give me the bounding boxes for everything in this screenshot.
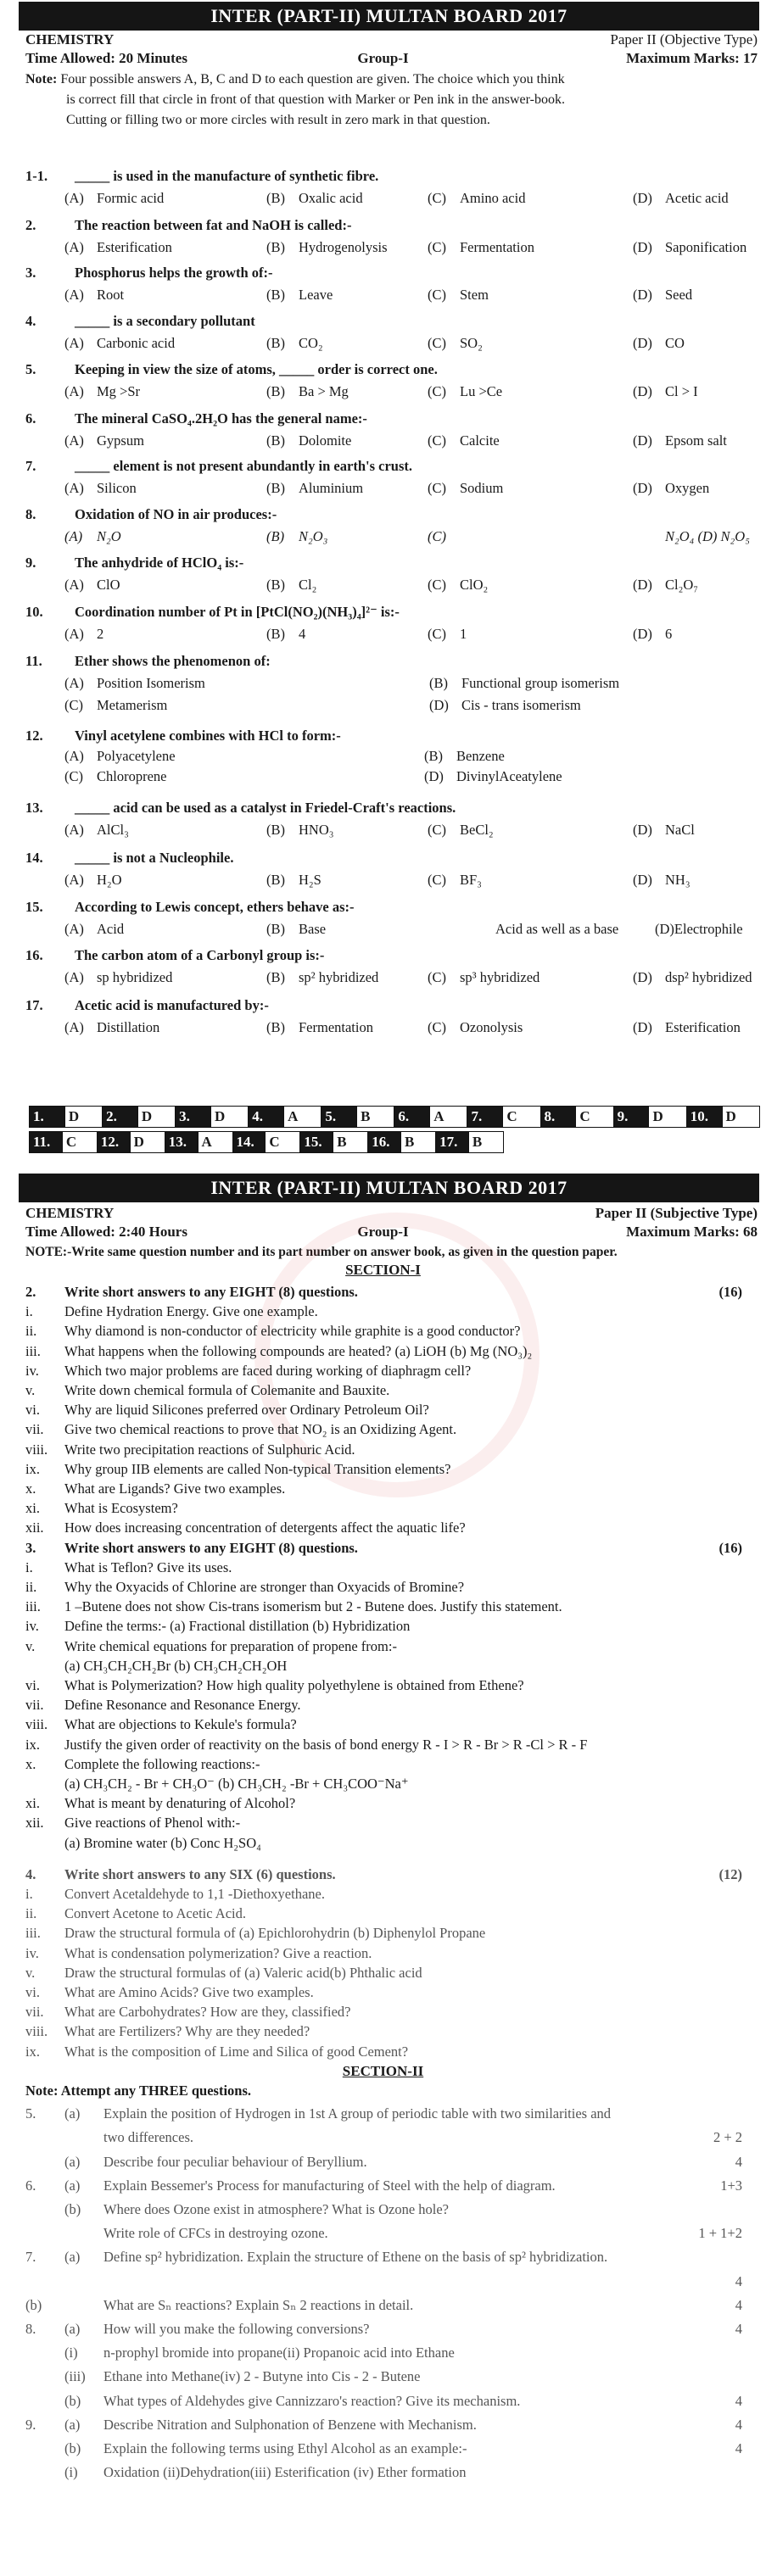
paper1-note <box>25 70 754 131</box>
item-text: What are Amino Acids? Give two examples. <box>64 1984 314 2000</box>
option-b: (B) Leave <box>266 287 333 303</box>
paper1-type: Paper II (Objective Type) <box>610 31 758 47</box>
question-number: 4. <box>25 313 36 329</box>
item-number: v. <box>25 1964 36 1981</box>
option-d: N₂O₄ (D) N₂O₅ <box>665 528 750 544</box>
option-c: (C) BF₃ <box>428 872 482 888</box>
key-answer: A <box>430 1107 467 1128</box>
question-number: 11. <box>25 653 42 669</box>
question-number: 14. <box>25 850 43 866</box>
question-number: 12. <box>25 728 43 744</box>
key-number: 5. <box>321 1107 357 1128</box>
option-a: (A) 2 <box>64 626 104 642</box>
item-text: Give two chemical reactions to prove that NO₂ is an Oxidizing Agent. <box>64 1421 457 1438</box>
option-a: (A) H₂O <box>64 872 122 888</box>
question-stem: _____ is not a Nucleophile. <box>75 850 234 866</box>
item-text: What is condensation polymerization? Give a reaction. <box>64 1944 372 1961</box>
item-number: vi. <box>25 1402 40 1419</box>
item-number: vii. <box>25 2004 44 2021</box>
item-text: (a) CH₃CH₂ - Br + CH₃O⁻ (b) CH₃CH₂ -Br + CH₃COO⁻Na⁺ <box>64 1776 409 1792</box>
key-number: 4. <box>249 1107 284 1128</box>
item-text: Define the terms:- (a) Fractional distillation (b) Hybridization <box>64 1618 411 1635</box>
question-stem: The carbon atom of a Carbonyl group is:- <box>75 947 325 963</box>
note-line: is correct fill that circle in front of that question with Marker or Pen ink in the answer-book. <box>66 92 565 107</box>
question-stem: _____ is used in the manufacture of synthetic fibre. <box>75 168 379 184</box>
item-text: (a) Bromine water (b) Conc H₂SO₄ <box>64 1834 261 1851</box>
option-c: (C) Sodium <box>428 480 504 496</box>
option-b: (B) Base <box>266 921 327 937</box>
section-2-heading: SECTION-II <box>342 2062 424 2079</box>
item-number: v. <box>25 1637 36 1654</box>
note-line: Four possible answers A, B, C and D to each question are given. The choice which you think <box>60 72 565 86</box>
paper2-group: Group-I <box>357 1224 409 1240</box>
option-b: (B) HNO₃ <box>266 822 334 838</box>
key-number: 1. <box>30 1107 65 1128</box>
item-text: What is meant by denaturing of Alcohol? <box>64 1795 296 1812</box>
note-line: Cutting or filling two or more circles with result in zero mark in that question. <box>66 113 490 127</box>
option-c: (C) Ozonolysis <box>428 1019 523 1035</box>
item-number: x. <box>25 1755 36 1772</box>
option-b: (B) Aluminium <box>266 480 364 496</box>
item-number: ii. <box>25 1579 37 1595</box>
question-stem: The anhydride of HClO₄ is:- <box>75 555 244 571</box>
item-text: What are Carbohydrates? How are they, classified? <box>64 2004 351 2021</box>
option-d: (D) Acetic acid <box>633 190 729 206</box>
question-number: 2. <box>25 217 36 233</box>
item-number: 3. <box>25 1539 36 1556</box>
key-number: 7. <box>467 1107 503 1128</box>
item-number: ix. <box>25 1736 40 1753</box>
option-a: (A) Polyacetylene <box>64 748 176 764</box>
item-number: vii. <box>25 1697 44 1714</box>
key-answer: C <box>576 1107 613 1128</box>
option-a: (A) Gypsum <box>64 432 144 449</box>
paper2-banner: INTER (PART-II) MULTAN BOARD 2017 <box>19 1174 759 1202</box>
item-number: xi. <box>25 1795 40 1812</box>
item-text: What are objections to Kekule's formula? <box>64 1716 297 1733</box>
key-answer: C <box>62 1132 97 1153</box>
option-c: Acid as well as a base <box>495 921 619 937</box>
option-b: (B) Dolomite <box>266 432 352 449</box>
paper1-header-2 <box>0 49 766 68</box>
question-number: 16. <box>25 947 43 963</box>
item-text: Convert Acetone to Acetic Acid. <box>64 1905 246 1922</box>
option-c: (C) Stem <box>428 287 489 303</box>
paper2-time: Time Allowed: 2:40 Hours <box>25 1224 187 1240</box>
key-answer: B <box>401 1132 436 1153</box>
item-number: iii. <box>25 1598 41 1615</box>
option-c: (C) ClO₂ <box>428 577 489 593</box>
option-a: (A) ClO <box>64 577 120 593</box>
key-answer: B <box>333 1132 368 1153</box>
item-number: iii. <box>25 1925 41 1942</box>
item-text: What is Ecosystem? <box>64 1500 178 1517</box>
answer-key-row-2 <box>29 1131 504 1153</box>
item-text: Write short answers to any EIGHT (8) questions. <box>64 1284 358 1300</box>
option-a: (A) Distillation <box>64 1019 160 1035</box>
item-marks: (16) <box>718 1284 742 1300</box>
item-text: Give reactions of Phenol with:- <box>64 1815 241 1832</box>
paper2-note: NOTE:-Write same question number and its part number on answer book, as given in the question paper. <box>25 1245 618 1259</box>
option-d: (D) Seed <box>633 287 693 303</box>
item-text: Write two precipitation reactions of Sulphuric Acid. <box>64 1441 355 1458</box>
answer-key-row-1 <box>29 1106 760 1128</box>
key-answer: D <box>130 1132 165 1153</box>
item-text: Convert Acetaldehyde to 1,1 -Diethoxyethane. <box>64 1886 325 1902</box>
option-b: (B) CO₂ <box>266 335 323 351</box>
question-stem: Keeping in view the size of atoms, _____ order is correct one. <box>75 361 438 377</box>
key-answer: D <box>211 1107 249 1128</box>
item-number: ix. <box>25 1460 40 1477</box>
option-a: (A) Esterification <box>64 239 172 255</box>
question-stem: _____ element is not present abundantly in earth's crust. <box>75 458 412 474</box>
option-a: (A) Root <box>64 287 125 303</box>
key-answer: B <box>357 1107 394 1128</box>
option-a: (A) Silicon <box>64 480 137 496</box>
item-text: Why diamond is non-conductor of electricity while graphite is a good conductor? <box>64 1323 521 1340</box>
option-d: (D) NH₃ <box>633 872 691 888</box>
option-d: (D) DivinylAceatylene <box>424 768 562 784</box>
item-number: iv. <box>25 1944 39 1961</box>
option-a: (A) N₂O <box>64 528 121 544</box>
option-d: (D)Electrophile <box>655 921 743 937</box>
question-number: 13. <box>25 800 43 816</box>
question-number: 9. <box>25 555 36 571</box>
option-d: (D) 6 <box>633 626 673 642</box>
question-number: 17. <box>25 997 43 1013</box>
exam-page: INTER (PART-II) MULTAN BOARD 2017 CHEMISTRY Paper II (Objective Type) Time Allowed: 20 Minutes Group-I Maximum Marks: 17 Note: Four possible answers A, B, C and D to each question are given. The choice which you think is correct fill that circle in front of that question with Marker or Pen ink in the answer-book. Cutting or filling two or more circles with result in zero mark in that question. 1-1. _____ is used in the manufacture of synthetic fibre. (A) Formic acid (B) Oxalic acid (C) Amino acid (D) Acetic acid 2. The reaction between fat and NaOH is called:- (A) Esterification (B) Hydrogenolysis (C) Fermentation (D) Saponification 3. Phosphorus helps the growth of:- (A) Root (B) Leave (C) Stem (D) Seed 4. _____ is a secondary pollutant (A) Carbonic acid (B) CO₂ (C) SO₂ (D) CO 5. Keeping in view the size of atoms, _____ order is correct one. (A) Mg >Sr (B) Ba > Mg (C) Lu >Ce (D) Cl > I 6. The mineral CaSO₄.2H₂O has the general name:- (A) Gypsum (B) Dolomite (C) Calcite (D) Epsom salt 7. _____ element is not present abundantly in earth's crust. (A) Silicon (B) Aluminium (C) Sodium (D) Oxygen 8. Oxidation of NO in air produces:- (A) N₂O (B) N₂O₃ (C) N₂O₄ (D) N₂O₅ 9. The anhydride of HClO₄ is:- (A) ClO (B) Cl₂ (C) ClO₂ (D) Cl₂O₇ 10. Coordination number of Pt in [PtCl(NO₂)(NH₃)₄]²⁻ is:- (A) 2 (B) 4 (C) 1 (D) 6 11. Ether shows the phenomenon of: (A) Position Isomerism (B) Functional group isomerism (C) Metamerism (D) Cis - trans isomerism 12. Vinyl acetylene combines with HCl to form:- (A) Polyacetylene (B) Benzene (C) Chloroprene (D) DivinylAceatylene 13. _____ acid can be used as a catalyst in Friedel-Craft's reactions. (A) AlCl₃ (B) HNO₃ (C) BeCl₂ (D) NaCl 14. _____ is not a Nucleophile. (A) H₂O (B) H₂S (C) BF₃ (D) NH₃ 15. According to Lewis concept, ethers behave as:- (A) Acid (B) Base Acid as well as a base (D)Electrophile 16. The carbon atom of a Carbonyl group is:- (A) sp hybridized (B) sp² hybridized (C) sp³ hybridized (D) dsp² hybridized 17. Acetic acid is manufactured by:- (A) Distillation (B) Fermentation (C) Ozonolysis (D) Esterification 1. D 2. D 3. D 4. A 5. B 6. A 7. C 8. C 9. D 10. D 11. C 12. D 13. A 14. C 15. B 16. B 17. B INTER (PART-II) MULTAN BOARD 2017 CHEMISTRY Paper II (Subjective Type) Time Allowed: 2:40 Hours Group-I Maximum Marks: 68 NOTE:-Write same question number and its part number on answer book, as given in the question paper. SECTION-I 2. Write short answers to any EIGHT (8) questions. (16) i. Define Hydration Energy. Give one example. ii. Why diamond is non-conductor of electricity while graphite is a good conductor? iii. What happens when the following compounds are heated? (a) LiOH (b) Mg (NO₃)₂ iv. Which two major problems are faced during working of diaphragm cell? v. Write down chemical formula of Colemanite and Bauxite. vi. Why are liquid Silicones preferred over Ordinary Petroleum Oil? vii. Give two chemical reactions to prove that NO₂ is an Oxidizing Agent. viii. Write two precipitation reactions of Sulphuric Acid. ix. Why group IIB elements are called Non-typical Transition elements? x. What are Ligands? Give two examples. xi. What is Ecosystem? xii. How does increasing concentration of detergents affect the aquatic life? 3. Write short answers to any EIGHT (8) questions. (16) i. What is Teflon? Give its uses. ii. Why the Oxyacids of Chlorine are stronger than Oxyacids of Bromine? iii. 1 –Butene does not show Cis-trans isomerism but 2 - Butene does. Justify this statement. iv. Define the terms:- (a) Fractional distillation (b) Hybridization v. Write chemical equations for preparation of propene from:- (a) CH₃CH₂CH₂Br (b) CH₃CH₂CH₂OH vi. What is Polymerization? How high quality polyethylene is obtained from Ethene? vii. Define Resonance and Resonance Energy. viii. What are objections to Kekule's formula? ix. Justify the given order of reactivity on the basis of bond energy R - I > R - Br > R -Cl > R - F x. Complete the following reactions:- (a) CH₃CH₂ - Br + CH₃O⁻ (b) CH₃CH₂ -Br + CH₃COO⁻Na⁺ xi. What is meant by denaturing of Alcohol? xii. Give reactions of Phenol with:- (a) Bromine water (b) Conc H₂SO₄ 4. Write short answers to any SIX (6) questions. (12) i. Convert Acetaldehyde to 1,1 -Diethoxyethane. ii. Convert Acetone to Acetic Acid. iii. Draw the structural formula of (a) Epichlorohydrin (b) Diphenylol Propane iv. What is condensation polymerization? Give a reaction. v. Draw the structural formulas of (a) Valeric acid(b) Phthalic acid vi. What are Amino Acids? Give two examples. vii. What are Carbohydrates? How are they, classified? viii. What are Fertilizers? Why are they needed? ix. What is the composition of Lime and Silica of good Cement? SECTION-II Note: Attempt any THREE questions. 5. (a) Explain the position of Hydrogen in 1st A group of periodic table with two similarities and two differences. 2 + 2 (a) Describe four peculiar behaviour of Beryllium. 4 6. (a) Explain Bessemer's Process for manufacturing of Steel with the help of diagram. 1+3 (b) Where does Ozone exist in atmosphere? What is Ozone hole? Write role of CFCs in destroying ozone. 1 + 1+2 7. (a) Define sp² hybridization. Explain the structure of Ethene on the basis of sp² hybridization. 4 (b) What are Sₙ reactions? Explain Sₙ 2 reactions in detail. 4 8. (a) How will you make the following conversions? 4 (i) n-prophyl bromide into propane(ii) Propanoic acid into Ethane (iii) Ethane into Methane(iv) 2 - Butyne into Cis - 2 - Butene (b) What types of Aldehydes give Cannizzaro's reaction? Give its mechanism. 4 9. (a) Describe Nitration and Sulphonation of Benzene with Mechanism. 4 (b) Explain the following terms using Ethyl Alcohol as an example:- 4 (i) Oxidation (ii)Dehydration(iii) Esterification (iv) Ether formation <box>0 0 766 2576</box>
key-number: 17. <box>436 1132 469 1153</box>
key-number: 15. <box>300 1132 333 1153</box>
item-number: i. <box>25 1303 33 1320</box>
option-c: (C) sp³ hybridized <box>428 969 540 985</box>
option-d: (D) NaCl <box>633 822 695 838</box>
option-a: (A) Formic acid <box>64 190 165 206</box>
item-number: v. <box>25 1382 36 1398</box>
option-a: (A) AlCl₃ <box>64 822 129 838</box>
item-number: 2. <box>25 1284 36 1300</box>
option-c: (C) Metamerism <box>64 697 168 713</box>
key-number: 12. <box>97 1132 130 1153</box>
option-a: (A) Mg >Sr <box>64 383 141 399</box>
option-d: (D) Epsom salt <box>633 432 727 449</box>
option-c: (C) Amino acid <box>428 190 526 206</box>
item-number: xii. <box>25 1815 44 1832</box>
item-text: What are Fertilizers? Why are they needed? <box>64 2023 310 2040</box>
question-stem: Vinyl acetylene combines with HCl to form:- <box>75 728 341 744</box>
option-d: (D) Esterification <box>633 1019 741 1035</box>
option-b: (B) sp² hybridized <box>266 969 379 985</box>
key-number: 3. <box>176 1107 211 1128</box>
item-number: xii. <box>25 1519 44 1536</box>
question-number: 3. <box>25 265 36 281</box>
key-answer: B <box>468 1132 503 1153</box>
paper2-subject: CHEMISTRY <box>25 1205 115 1221</box>
item-text: What is Teflon? Give its uses. <box>64 1558 232 1575</box>
item-number: iv. <box>25 1362 39 1379</box>
paper1-group: Group-I <box>357 50 409 66</box>
item-number: ix. <box>25 2043 40 2060</box>
option-d: (D) Cis - trans isomerism <box>429 697 581 713</box>
option-a: (A) Carbonic acid <box>64 335 176 351</box>
option-a: (A) Acid <box>64 921 125 937</box>
item-text: Draw the structural formula of (a) Epichlorohydrin (b) Diphenylol Propane <box>64 1925 486 1942</box>
question-stem: _____ is a secondary pollutant <box>75 313 255 329</box>
paper1-subject: CHEMISTRY <box>25 31 115 47</box>
key-answer: A <box>284 1107 321 1128</box>
item-text: Complete the following reactions:- <box>64 1755 260 1772</box>
option-d: (D) Saponification <box>633 239 747 255</box>
option-b: (B) Benzene <box>424 748 505 764</box>
question-number: 1-1. <box>25 168 48 184</box>
option-c: (C) <box>428 528 446 544</box>
item-number: viii. <box>25 1716 48 1733</box>
item-text: 1 –Butene does not show Cis-trans isomerism but 2 - Butene does. Justify this statement. <box>64 1598 562 1615</box>
key-number: 8. <box>540 1107 576 1128</box>
key-answer: D <box>64 1107 102 1128</box>
option-d: (D) dsp² hybridized <box>633 969 752 985</box>
question-number: 10. <box>25 604 43 620</box>
question-number: 8. <box>25 506 36 522</box>
question-stem: Acetic acid is manufactured by:- <box>75 997 269 1013</box>
question-stem: According to Lewis concept, ethers behave as:- <box>75 899 355 915</box>
paper1-banner: INTER (PART-II) MULTAN BOARD 2017 <box>19 2 759 31</box>
item-text: Define Resonance and Resonance Energy. <box>64 1697 301 1714</box>
item-marks: (12) <box>718 1865 742 1882</box>
item-text: How does increasing concentration of detergents affect the aquatic life? <box>64 1519 466 1536</box>
item-number: vi. <box>25 1677 40 1693</box>
option-a: (A) Position Isomerism <box>64 675 205 691</box>
item-number: i. <box>25 1558 33 1575</box>
item-number: x. <box>25 1480 36 1497</box>
option-c: (C) Calcite <box>428 432 500 449</box>
key-answer: C <box>266 1132 300 1153</box>
item-number: ii. <box>25 1323 37 1340</box>
option-d: (D) CO <box>633 335 685 351</box>
item-text: What happens when the following compounds are heated? (a) LiOH (b) Mg (NO₃)₂ <box>64 1342 533 1359</box>
question-stem: Oxidation of NO in air produces:- <box>75 506 277 522</box>
note-label: Note: <box>25 72 58 86</box>
option-b: (B) Fermentation <box>266 1019 373 1035</box>
key-number: 2. <box>103 1107 138 1128</box>
question-number: 6. <box>25 410 36 427</box>
item-text: Why the Oxyacids of Chlorine are stronger than Oxyacids of Bromine? <box>64 1579 465 1595</box>
paper1-marks: Maximum Marks: 17 <box>626 50 758 66</box>
key-number: 6. <box>394 1107 430 1128</box>
option-b: (B) Cl₂ <box>266 577 317 593</box>
item-text: Justify the given order of reactivity on the basis of bond energy R - I > R - Br > R -Cl > R - F <box>64 1736 588 1753</box>
item-text: Why are liquid Silicones preferred over Ordinary Petroleum Oil? <box>64 1402 429 1419</box>
question-stem: Coordination number of Pt in [PtCl(NO₂)(NH₃)₄]²⁻ is:- <box>75 604 400 620</box>
paper1-header-1 <box>0 31 766 49</box>
option-b: (B) Ba > Mg <box>266 383 349 399</box>
option-c: (C) Chloroprene <box>64 768 167 784</box>
option-c: (C) Fermentation <box>428 239 534 255</box>
section-1-heading: SECTION-I <box>345 1262 421 1278</box>
option-d: (D) Cl > I <box>633 383 698 399</box>
key-answer: C <box>503 1107 540 1128</box>
item-text: Write chemical equations for preparation of propene from:- <box>64 1637 397 1654</box>
item-text: (a) CH₃CH₂CH₂Br (b) CH₃CH₂CH₂OH <box>64 1657 288 1674</box>
item-text: Draw the structural formulas of (a) Valeric acid(b) Phthalic acid <box>64 1964 422 1981</box>
paper1-time: Time Allowed: 20 Minutes <box>25 50 187 66</box>
item-text: Write down chemical formula of Colemanite and Bauxite. <box>64 1382 390 1398</box>
item-text: Write short answers to any EIGHT (8) questions. <box>64 1539 358 1556</box>
paper2-type: Paper II (Subjective Type) <box>595 1205 758 1221</box>
item-number: ii. <box>25 1905 37 1922</box>
question-number: 5. <box>25 361 36 377</box>
question-number: 7. <box>25 458 36 474</box>
option-c: (C) Lu >Ce <box>428 383 503 399</box>
item-number: iii. <box>25 1342 41 1359</box>
item-text: Which two major problems are faced during working of diaphragm cell? <box>64 1362 472 1379</box>
key-answer: D <box>722 1107 759 1128</box>
key-answer: A <box>198 1132 232 1153</box>
item-number: viii. <box>25 1441 48 1458</box>
paper2-marks: Maximum Marks: 68 <box>626 1224 758 1240</box>
key-answer: D <box>137 1107 175 1128</box>
item-text: What are Ligands? Give two examples. <box>64 1480 286 1497</box>
option-b: (B) Oxalic acid <box>266 190 363 206</box>
question-stem: Phosphorus helps the growth of:- <box>75 265 273 281</box>
option-b: (B) H₂S <box>266 872 321 888</box>
option-c: (C) SO₂ <box>428 335 483 351</box>
option-d: (D) Cl₂O₇ <box>633 577 699 593</box>
option-b: (B) 4 <box>266 626 306 642</box>
option-b: (B) Hydrogenolysis <box>266 239 388 255</box>
item-marks: (16) <box>718 1539 742 1556</box>
question-number: 15. <box>25 899 43 915</box>
item-number: vi. <box>25 1984 40 2000</box>
option-c: (C) BeCl₂ <box>428 822 494 838</box>
question-stem: The mineral CaSO₄.2H₂O has the general name:- <box>75 410 367 427</box>
item-text: What is Polymerization? How high quality polyethylene is obtained from Ethene? <box>64 1677 524 1693</box>
item-number: iv. <box>25 1618 39 1635</box>
key-number: 9. <box>613 1107 649 1128</box>
question-stem: The reaction between fat and NaOH is called:- <box>75 217 352 233</box>
option-d: (D) Oxygen <box>633 480 710 496</box>
item-text: Define Hydration Energy. Give one example. <box>64 1303 318 1320</box>
question-stem: Ether shows the phenomenon of: <box>75 653 271 669</box>
option-a: (A) sp hybridized <box>64 969 173 985</box>
key-number: 13. <box>165 1132 198 1153</box>
item-text: Why group IIB elements are called Non-typical Transition elements? <box>64 1460 451 1477</box>
key-number: 14. <box>232 1132 266 1153</box>
key-number: 16. <box>368 1132 401 1153</box>
question-stem: _____ acid can be used as a catalyst in Friedel-Craft's reactions. <box>75 800 456 816</box>
option-b: (B) N₂O₃ <box>266 528 328 544</box>
key-answer: D <box>649 1107 686 1128</box>
key-number: 11. <box>30 1132 63 1153</box>
item-text: Write short answers to any SIX (6) questions. <box>64 1865 336 1882</box>
item-number: xi. <box>25 1500 40 1517</box>
item-number: vii. <box>25 1421 44 1438</box>
item-number: i. <box>25 1886 33 1902</box>
key-number: 10. <box>686 1107 722 1128</box>
option-b: (B) Functional group isomerism <box>429 675 620 691</box>
option-c: (C) 1 <box>428 626 467 642</box>
item-text: What is the composition of Lime and Silica of good Cement? <box>64 2043 409 2060</box>
item-number: viii. <box>25 2023 48 2040</box>
item-number: 4. <box>25 1865 36 1882</box>
